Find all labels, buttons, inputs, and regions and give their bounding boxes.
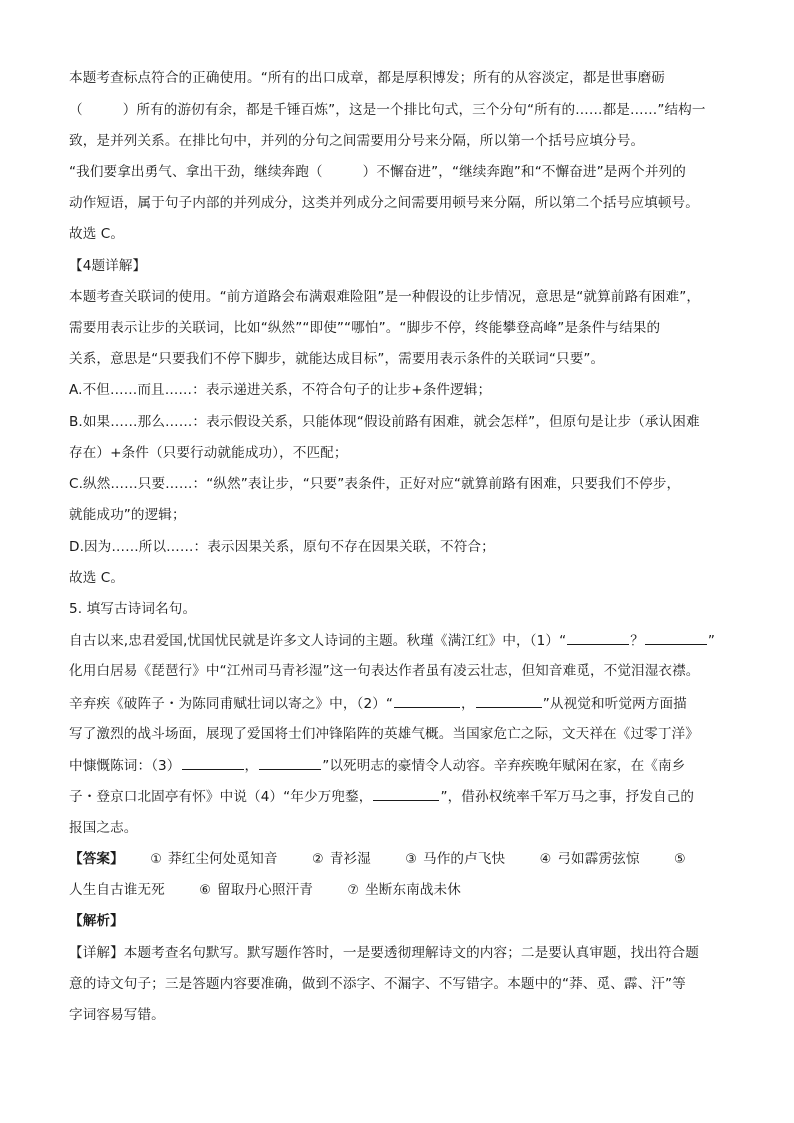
analysis-label: 【解析】 bbox=[69, 913, 124, 929]
q4-answer: 故选 C。 bbox=[69, 570, 125, 586]
q5-title: 5. 填写古诗词名句。 bbox=[69, 601, 197, 617]
q4-heading: 【4题详解】 bbox=[69, 258, 147, 274]
answer-line-1 bbox=[69, 849, 692, 870]
q4-option-b-1: B.如果……那么……：表示假设关系，只能体现“假设前路有困难，就会怎样”，但原句是让步（承认困难 bbox=[69, 414, 700, 430]
answer-label: 【答案】 bbox=[69, 851, 124, 867]
q5-line-5 bbox=[69, 755, 685, 776]
answer-item: ⑦ 坐断东南战未休 bbox=[347, 882, 461, 898]
analysis-line-3: 字词容易写错。 bbox=[69, 1007, 165, 1023]
q5-line-1 bbox=[69, 630, 715, 651]
q5-line-2: 化用白居易《琵琶行》中“江州司马青衫湿”这一句表达作者虽有凌云壮志，但知音难觅，不觉泪湿衣襟。 bbox=[69, 663, 700, 679]
q4-line-1: 本题考查关联词的使用。“前方道路会布满艰难险阻”是一种假设的让步情况，意思是“就算前路有困难”， bbox=[69, 289, 701, 305]
q5-line-3a: 辛弃疾《破阵子・为陈同甫赋壮词以寄之》中，（2）“ bbox=[69, 696, 394, 712]
answer-item: ③ 马作的卢飞快 bbox=[405, 851, 506, 867]
q3-analysis-line-4b: ）不懈奋进”，“继续奔跑”和“不懈奋进”是两个并列的 bbox=[362, 164, 686, 180]
q4-option-c-2: 就能成功”的逻辑； bbox=[69, 507, 186, 523]
answer-item: ② 青衫湿 bbox=[311, 851, 371, 867]
q5-line-5c: ”以死明志的豪情令人动容。辛弃疾晚年赋闲在家，在《南乡 bbox=[322, 758, 686, 774]
q4-option-d: D.因为……所以……：表示因果关系，原句不存在因果关联，不符合； bbox=[69, 539, 495, 555]
q5-line-3 bbox=[69, 693, 687, 714]
q3-analysis-line-4 bbox=[69, 162, 686, 182]
analysis-line-2: 意的诗文句子；三是答题内容要准确，做到不添字、不漏字、不写错字。本题中的“莽、觅、霹、汗”等 bbox=[69, 976, 686, 992]
q4-option-c-1: C.纵然……只要……：“纵然”表让步，“只要”表条件，正好对应“就算前路有困难，只要我们不停步， bbox=[69, 476, 681, 492]
answer-item-num: ⑤ bbox=[673, 852, 686, 867]
answer-blank bbox=[394, 693, 460, 708]
q4-line-3: 关系，意思是“只要我们不停下脚步，就能达成目标”，需要用表示条件的关联词“只要”。 bbox=[69, 351, 605, 367]
answer-blank bbox=[645, 630, 707, 645]
q5-line-5a: 中慷慨陈词：（3） bbox=[69, 758, 181, 774]
answer-line-2 bbox=[69, 880, 491, 901]
q5-line-6b: ”，借孙权统率千军万马之事，抒发自己的 bbox=[440, 789, 695, 805]
q3-analysis-line-4a: “我们要拿出勇气、拿出干劲，继续奔跑（ bbox=[69, 164, 323, 180]
q5-line-6a: 子・登京口北固亭有怀》中说（4）“年少万兜鍪， bbox=[69, 789, 373, 805]
answer-blank bbox=[182, 755, 244, 770]
answer-item: 人生自古谁无死 bbox=[69, 882, 165, 898]
q4-option-b-2: 存在）+条件（只要行动就能成功），不匹配； bbox=[69, 445, 348, 461]
q3-answer: 故选 C。 bbox=[69, 226, 125, 242]
answer-item: ① 莽红尘何处觅知音 bbox=[150, 851, 278, 867]
q5-line-4: 写了激烈的战斗场面，展现了爱国将士们冲锋陷阵的英雄气概。当国家危亡之际，文天祥在《过零丁洋》 bbox=[69, 726, 699, 742]
answer-item: ④ 弓如霹雳弦惊 bbox=[539, 851, 640, 867]
q5-line-1a: 自古以来,忠君爱国,忧国忧民就是许多文人诗词的主题。秋瑾《满江红》中，（1）“ bbox=[69, 633, 567, 649]
q3-analysis-line-1: 本题考查标点符合的正确使用。“所有的出口成章，都是厚积博发；所有的从容淡定，都是世事磨砺 bbox=[69, 70, 665, 86]
q3-analysis-line-2 bbox=[69, 100, 706, 120]
answer-blank bbox=[567, 630, 629, 645]
q3-analysis-line-5: 动作短语，属于句子内部的并列成分，这类并列成分之间需要用顿号来分隔，所以第二个括号应填顿号。 bbox=[69, 195, 699, 211]
q5-line-5b: ， bbox=[244, 758, 259, 774]
q5-line-1c: ” bbox=[707, 633, 716, 649]
q5-line-1b: ？ bbox=[630, 633, 644, 649]
q5-line-7: 报国之志。 bbox=[69, 820, 138, 836]
q4-line-2: 需要用表示让步的关联词，比如“纵然”“即使”“哪怕”。“脚步不停，终能攀登高峰”是条件与结果的 bbox=[69, 320, 661, 336]
q5-line-3c: ”从视觉和听觉两方面描 bbox=[542, 696, 687, 712]
q5-line-6 bbox=[69, 786, 694, 807]
answer-blank bbox=[373, 786, 439, 801]
q4-option-a: A.不但……而且……：表示递进关系，不符合句子的让步+条件逻辑； bbox=[69, 382, 492, 398]
answer-blank bbox=[476, 693, 542, 708]
q3-analysis-line-3: 致，是并列关系。在排比句中，并列的分句之间需要用分号来分隔，所以第一个括号应填分号。 bbox=[69, 133, 645, 149]
paren-open: （ bbox=[69, 102, 83, 118]
q3-analysis-line-2-text: ）所有的游仞有余，都是千锤百炼”，这是一个排比句式，三个分句“所有的……都是……”结构一 bbox=[122, 102, 706, 118]
analysis-line-1: 【详解】本题考查名句默写。默写题作答时，一是要透彻理解诗文的内容；二是要认真审题，找出符合题 bbox=[69, 945, 699, 961]
q5-line-3b: ， bbox=[461, 696, 475, 712]
answer-item: ⑥ 留取丹心照汗青 bbox=[199, 882, 313, 898]
answer-blank bbox=[259, 755, 321, 770]
